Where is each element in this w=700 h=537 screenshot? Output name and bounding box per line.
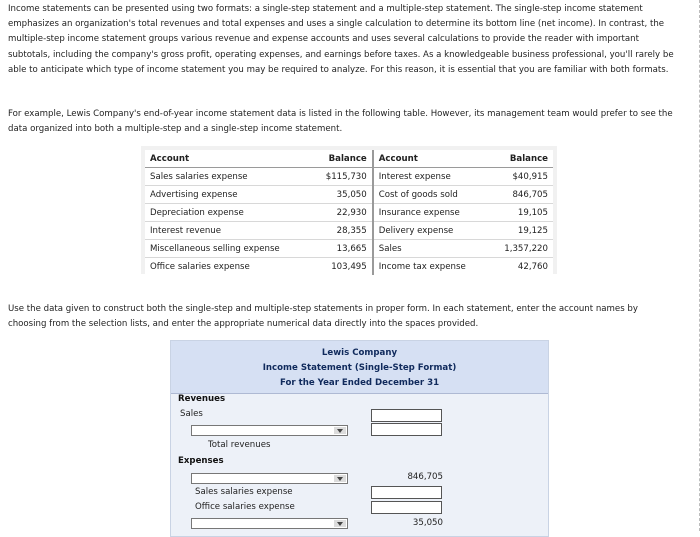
revenues-heading: Revenues — [178, 394, 226, 404]
instructions-paragraph: Use the data given to construct both the single-step and multiple-step statements in proper form. In each statement, enter the account names by choosing from the selection lists, and enter the appropriate numerical data directly into the spaces provided. — [8, 304, 638, 330]
table-cell: 103,495 — [311, 258, 373, 276]
table-cell: Miscellaneous selling expense — [145, 240, 311, 258]
table-row — [145, 258, 553, 276]
advertising-value: 35,050 — [412, 518, 443, 528]
statement-period: For the Year Ended December 31 — [279, 378, 440, 388]
col-balance-1: Balance — [311, 150, 373, 168]
col-balance-2: Balance — [489, 150, 553, 168]
intro-paragraph-2: For example, Lewis Company's end-of-year income statement data is listed in the following table. However, its management team would prefer to see the data organized into both a multiple-step and a single-step income statement. — [8, 109, 673, 135]
cogs-value: 846,705 — [407, 472, 443, 482]
table-cell: Insurance expense — [373, 204, 489, 222]
table-cell: 22,930 — [311, 204, 373, 222]
office-salaries-input[interactable] — [371, 501, 442, 514]
table-cell: Cost of goods sold — [373, 186, 489, 204]
sales-salaries-input[interactable] — [371, 486, 442, 499]
data-table-panel — [141, 146, 557, 274]
table-cell: Interest revenue — [145, 222, 311, 240]
total-revenues-label: Total revenues — [208, 440, 271, 450]
table-cell: 28,355 — [311, 222, 373, 240]
chevron-down-icon — [334, 427, 346, 434]
income-data-table — [145, 150, 553, 275]
table-cell: Depreciation expense — [145, 204, 311, 222]
table-cell: 42,760 — [517, 261, 548, 272]
table-header-row — [145, 150, 553, 168]
table-cell: Sales salaries expense — [145, 168, 311, 186]
table-cell: 846,705 — [489, 186, 553, 204]
table-row — [145, 204, 553, 222]
table-cell: Office salaries expense — [150, 261, 250, 272]
table-row — [145, 240, 553, 258]
chevron-down-icon — [334, 520, 346, 527]
table-cell: Sales — [373, 240, 489, 258]
table-cell: $115,730 — [311, 168, 373, 186]
chevron-down-icon — [334, 475, 346, 482]
income-statement-form — [170, 340, 549, 537]
expense-account-select-1[interactable] — [191, 473, 348, 484]
table-row — [145, 222, 553, 240]
table-cell: Income tax expense — [378, 261, 466, 272]
expense-account-select-2[interactable] — [191, 518, 348, 529]
sales-salaries-label: Sales salaries expense — [195, 487, 293, 497]
table-cell: 35,050 — [311, 186, 373, 204]
table-row — [145, 168, 553, 186]
table-cell: 1,357,220 — [489, 240, 553, 258]
sales-label: Sales — [180, 409, 203, 419]
table-cell: Advertising expense — [145, 186, 311, 204]
col-account-2: Account — [373, 150, 489, 168]
office-salaries-label: Office salaries expense — [195, 502, 295, 512]
table-cell: 19,105 — [489, 204, 553, 222]
table-cell: 19,125 — [489, 222, 553, 240]
statement-header — [171, 341, 548, 394]
statement-title: Income Statement (Single-Step Format) — [262, 363, 457, 373]
statement-company: Lewis Company — [321, 348, 398, 358]
intro-paragraph-1: Income statements can be presented using two formats: a single-step statement and a multiple-step statement. The single-step income statement emphasizes an organization's total revenues and total expenses and uses a single calculation to determine its bottom line (net income). In contrast, the multiple-step income statement groups various revenue and expense accounts and uses several calculations to provide the reader with important subtotals, including the company's gross profit, operating expenses, and earnings before taxes. As a knowledgeable business professional, you'll rarely be able to anticipate which type of income statement you may be required to analyze. For this reason, it is essential that you are familiar with both formats. — [8, 4, 674, 75]
table-cell: Delivery expense — [373, 222, 489, 240]
revenue-account-select[interactable] — [191, 425, 348, 436]
sales-amount-input[interactable] — [371, 409, 442, 422]
table-cell: Interest expense — [373, 168, 489, 186]
table-cell: 13,665 — [311, 240, 373, 258]
table-row — [145, 186, 553, 204]
col-account-1: Account — [145, 150, 311, 168]
revenue-amount-input[interactable] — [371, 423, 442, 436]
table-cell: $40,915 — [489, 168, 553, 186]
expenses-heading: Expenses — [178, 456, 224, 466]
